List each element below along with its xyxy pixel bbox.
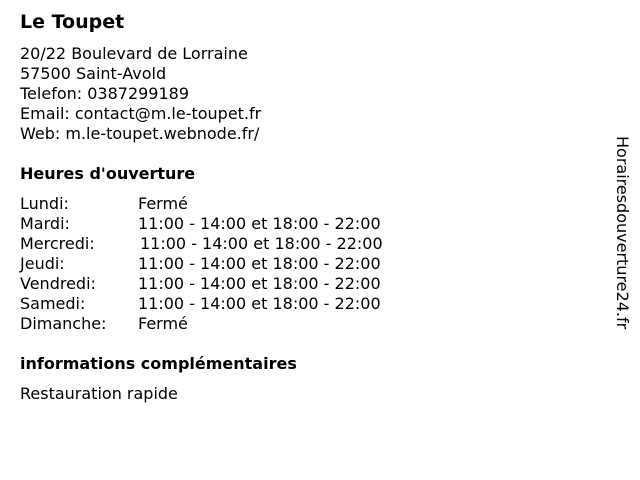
additional-info-heading: informations complémentaires xyxy=(20,354,297,373)
day-label: Mercredi: xyxy=(20,234,95,253)
phone-text: Telefon: 0387299189 xyxy=(20,84,190,103)
website-text: Web: m.le-toupet.webnode.fr/ xyxy=(20,124,260,143)
business-name: Le Toupet xyxy=(20,11,125,33)
contact-block xyxy=(20,44,261,144)
day-label: Jeudi: xyxy=(20,254,65,273)
hours-row-tuesday xyxy=(20,214,383,234)
hours-row-friday xyxy=(20,274,383,294)
day-label: Samedi: xyxy=(20,294,86,313)
day-label: Lundi: xyxy=(20,194,69,213)
time-value: 11:00 - 14:00 et 18:00 - 22:00 xyxy=(138,254,381,273)
time-value: 11:00 - 14:00 et 18:00 - 22:00 xyxy=(138,214,381,233)
hours-row-thursday xyxy=(20,254,383,274)
opening-hours-table xyxy=(20,194,383,334)
time-value: Fermé xyxy=(138,194,188,213)
hours-row-wednesday xyxy=(20,234,383,254)
opening-hours-heading: Heures d'ouverture xyxy=(20,164,196,183)
email-text: Email: contact@m.le-toupet.fr xyxy=(20,104,262,123)
day-label: Mardi: xyxy=(20,214,70,233)
time-value: 11:00 - 14:00 et 18:00 - 22:00 xyxy=(140,234,383,253)
hours-row-saturday xyxy=(20,294,383,314)
day-label: Dimanche: xyxy=(20,314,107,333)
hours-row-sunday xyxy=(20,314,383,334)
address-line-city: 57500 Saint-Avold xyxy=(20,64,167,83)
day-label: Vendredi: xyxy=(20,274,96,293)
time-value: 11:00 - 14:00 et 18:00 - 22:00 xyxy=(138,294,381,313)
hours-row-monday xyxy=(20,194,383,214)
time-value: 11:00 - 14:00 et 18:00 - 22:00 xyxy=(138,274,381,293)
address-line-street: 20/22 Boulevard de Lorraine xyxy=(20,44,248,63)
site-watermark: Horairesdouverture24.fr xyxy=(613,136,632,330)
additional-info-text: Restauration rapide xyxy=(20,384,178,403)
time-value: Fermé xyxy=(138,314,188,333)
